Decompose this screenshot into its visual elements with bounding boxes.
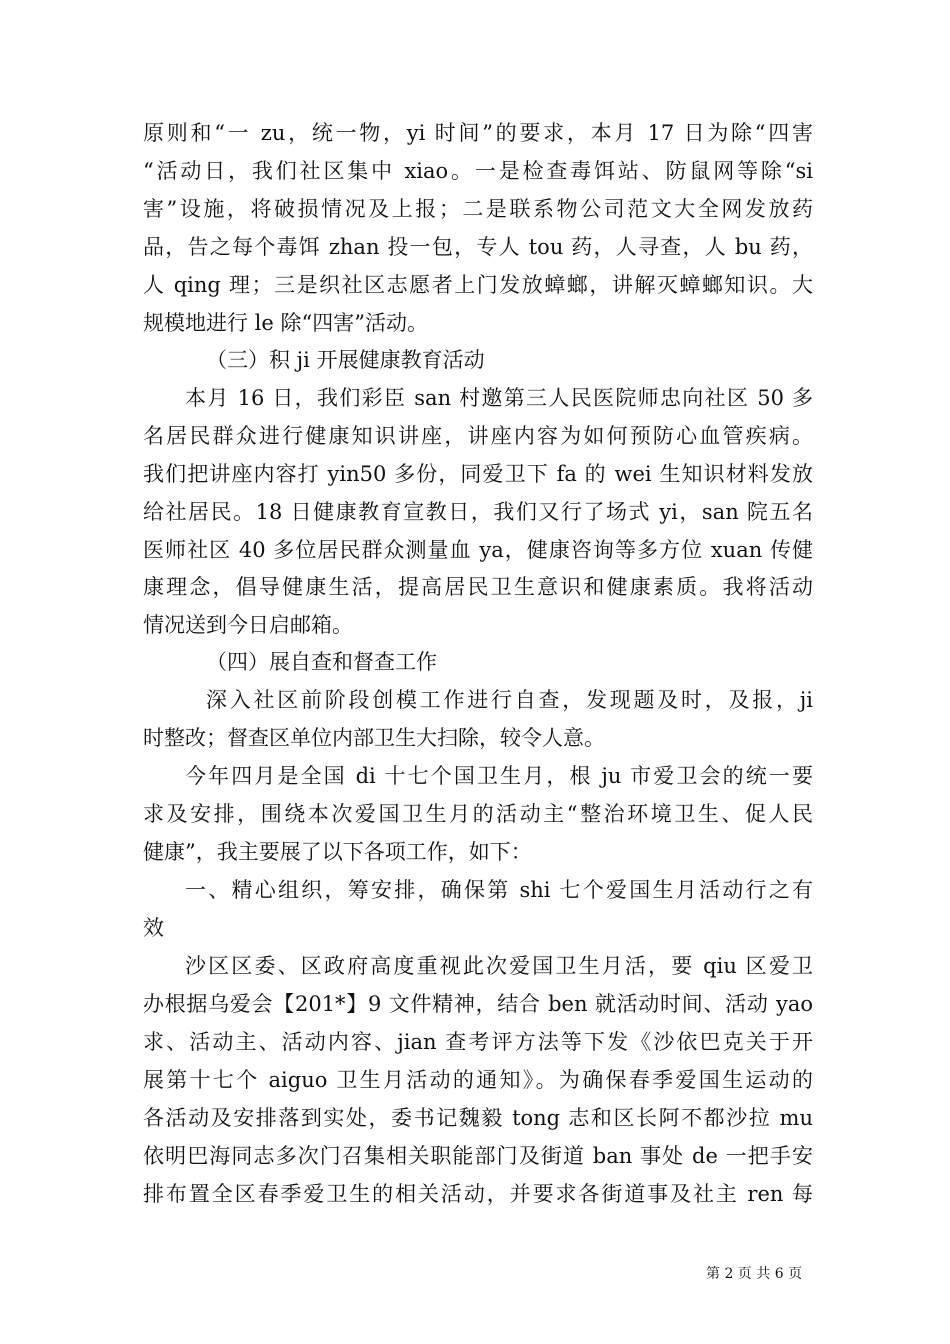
section-heading: （三）积 ji 开展健康教育活动 bbox=[206, 348, 485, 372]
text-line: 规模地进行 le 除“四害”活动。 bbox=[143, 311, 428, 335]
text-line: 品，告之每个毒饵 zhan 投一包，专人 tou 药，人寻查，人 bu 药， bbox=[143, 235, 813, 259]
text-line: 医师社区 40 多位居民群众测量血 ya，健康咨询等多方位 xuan 传健 bbox=[143, 538, 813, 562]
text-line: 原则和“一 zu，统一物，yi 时间”的要求，本月 17 日为除“四害 bbox=[143, 121, 813, 145]
text-line: 展第十七个 aiguo 卫生月活动的通知》。为确保春季爱国生运动的 bbox=[143, 1068, 813, 1092]
text-line: 求及安排，围绕本次爱国卫生月的活动主“整治环境卫生、促人民 bbox=[143, 802, 813, 826]
text-line: 各活动及安排落到实处，委书记魏毅 tong 志和区长阿不都沙拉 mu bbox=[143, 1106, 813, 1130]
text-line: 我们把讲座内容打 yin50 多份，同爱卫下 fa 的 wei 生知识材料发放 bbox=[143, 462, 813, 486]
text-line: 深入社区前阶段创模工作进行自查，发现题及时，及报，ji bbox=[206, 688, 813, 712]
text-line: 时整改；督查区单位内部卫生大扫除，较令人意。 bbox=[143, 726, 605, 750]
text-line: 排布置全区春季爱卫生的相关活动，并要求各街道事及社主 ren 每 bbox=[143, 1182, 813, 1206]
text-line: 健康”，我主要展了以下各项工作，如下： bbox=[143, 840, 532, 864]
text-line: 依明巴海同志多次门召集相关职能部门及街道 ban 事处 de 一把手安 bbox=[143, 1144, 813, 1168]
text-line: 情况送到今日启邮箱。 bbox=[143, 613, 353, 637]
text-line: 害”设施，将破损情况及上报；二是联系物公司范文大全网发放药 bbox=[143, 197, 813, 221]
text-line: 人 qing 理；三是织社区志愿者上门发放蟑螂，讲解灭蟑螂知识。大 bbox=[143, 273, 813, 297]
text-line: 今年四月是全国 di 十七个国卫生月，根 ju 市爱卫会的统一要 bbox=[185, 764, 813, 788]
text-line: 求、活动主、活动内容、jian 查考评方法等下发《沙依巴克关于开 bbox=[143, 1030, 813, 1054]
text-line: 办根据乌爱会【201*】9 文件精神，结合 ben 就活动时间、活动 yao bbox=[143, 992, 813, 1016]
text-line: 效 bbox=[143, 916, 164, 940]
text-line: 本月 16 日，我们彩臣 san 村邀第三人民医院师忠向社区 50 多 bbox=[185, 386, 813, 410]
text-line: 名居民群众进行健康知识讲座，讲座内容为如何预防心血管疾病。 bbox=[143, 424, 813, 448]
text-line: 沙区区委、区政府高度重视此次爱国卫生月活，要 qiu 区爱卫 bbox=[185, 954, 813, 978]
text-line: 给社居民。18 日健康教育宣教日，我们又行了场式 yi，san 院五名 bbox=[143, 500, 813, 524]
text-line: “活动日，我们社区集中 xiao。一是检查毒饵站、防鼠网等除“si bbox=[143, 159, 813, 183]
page-number: 第 2 页 共 6 页 bbox=[706, 1266, 803, 1282]
section-heading: 一、精心组织，筹安排，确保第 shi 七个爱国生月活动行之有 bbox=[185, 878, 813, 902]
text-line: 康理念，倡导健康生活，提高居民卫生意识和健康素质。我将活动 bbox=[143, 575, 813, 599]
section-heading: （四）展自查和督查工作 bbox=[206, 650, 437, 674]
